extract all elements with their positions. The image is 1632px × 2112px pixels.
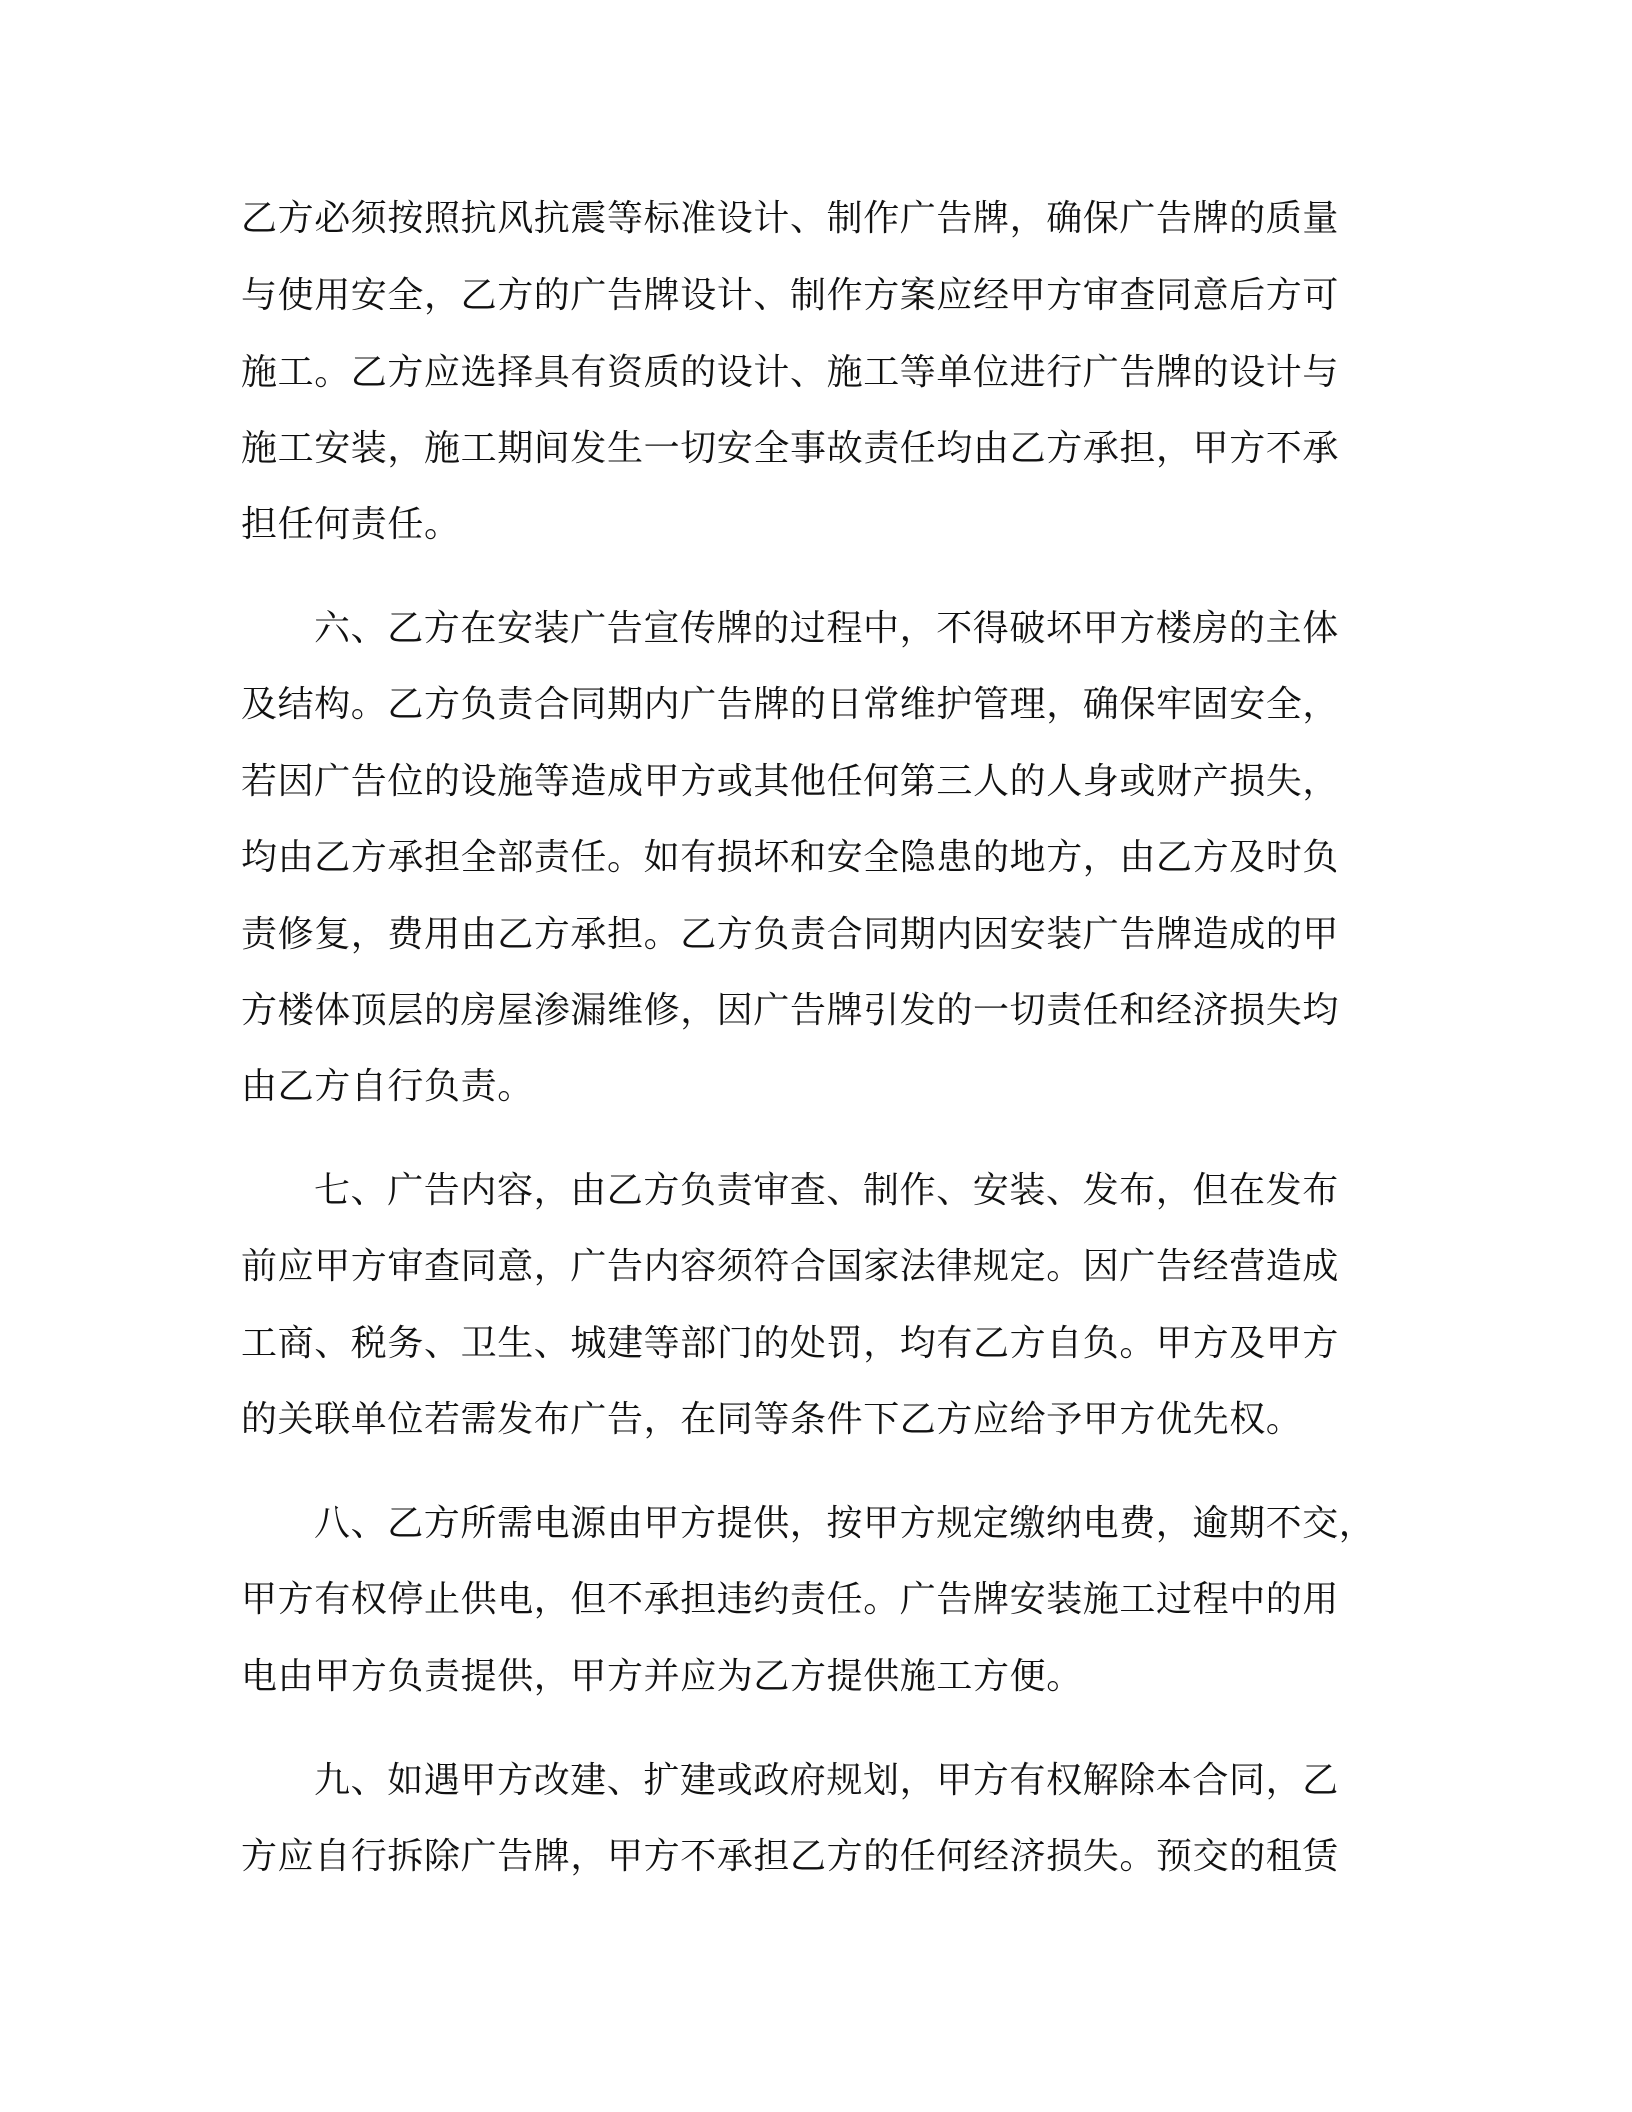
paragraph-line: 电由甲方负责提供，甲方并应为乙方提供施工方便。	[241, 1656, 1083, 1697]
paragraph-line: 与使用安全，乙方的广告牌设计、制作方案应经甲方审查同意后方可	[241, 275, 1340, 316]
paragraph-line: 责修复，费用由乙方承担。乙方负责合同期内因安装广告牌造成的甲	[241, 914, 1340, 955]
paragraph-line: 担任何责任。	[241, 504, 461, 545]
paragraph-line: 九、如遇甲方改建、扩建或政府规划，甲方有权解除本合同，乙	[314, 1760, 1339, 1801]
paragraph-line: 方应自行拆除广告牌，甲方不承担乙方的任何经济损失。预交的租赁	[241, 1836, 1340, 1877]
paragraph-line: 方楼体顶层的房屋渗漏维修，因广告牌引发的一切责任和经济损失均	[241, 990, 1340, 1031]
paragraph-line: 施工。乙方应选择具有资质的设计、施工等单位进行广告牌的设计与	[241, 352, 1340, 393]
paragraph-line: 若因广告位的设施等造成甲方或其他任何第三人的人身或财产损失，	[241, 761, 1340, 802]
paragraph-line: 八、乙方所需电源由甲方提供，按甲方规定缴纳电费，逾期不交，	[314, 1503, 1376, 1544]
paragraph-line: 七、广告内容，由乙方负责审查、制作、安装、发布，但在发布	[314, 1170, 1339, 1211]
paragraph-line: 由乙方自行负责。	[241, 1066, 534, 1107]
paragraph-line: 甲方有权停止供电，但不承担违约责任。广告牌安装施工过程中的用	[241, 1579, 1340, 1620]
paragraph-line: 及结构。乙方负责合同期内广告牌的日常维护管理，确保牢固安全，	[241, 684, 1340, 725]
paragraph-line: 前应甲方审查同意，广告内容须符合国家法律规定。因广告经营造成	[241, 1246, 1340, 1287]
paragraph-line: 乙方必须按照抗风抗震等标准设计、制作广告牌，确保广告牌的质量	[241, 198, 1340, 239]
paragraph-line: 工商、税务、卫生、城建等部门的处罚，均有乙方自负。甲方及甲方	[241, 1323, 1340, 1364]
paragraph-line: 均由乙方承担全部责任。如有损坏和安全隐患的地方，由乙方及时负	[241, 837, 1340, 878]
paragraph-line: 六、乙方在安装广告宣传牌的过程中，不得破坏甲方楼房的主体	[314, 608, 1339, 649]
paragraph-line: 施工安装，施工期间发生一切安全事故责任均由乙方承担，甲方不承	[241, 428, 1340, 469]
paragraph-line: 的关联单位若需发布广告，在同等条件下乙方应给予甲方优先权。	[241, 1399, 1303, 1440]
